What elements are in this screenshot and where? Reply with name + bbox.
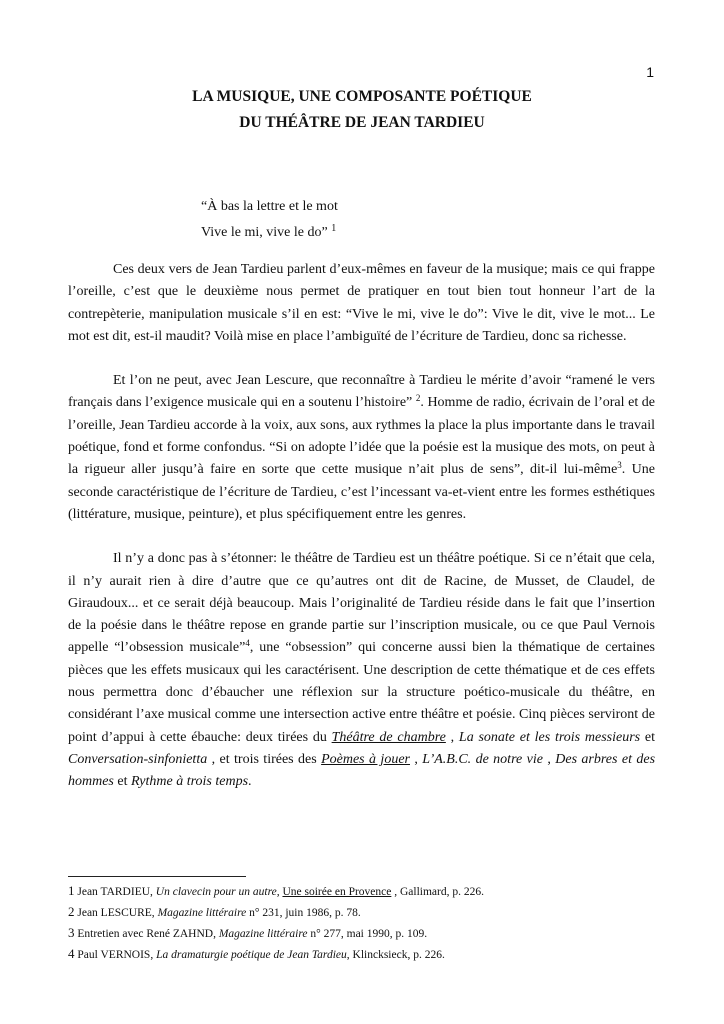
- work-title-conversation-sinfonietta: Conversation-sinfonietta: [68, 751, 208, 767]
- footnote-ref-3[interactable]: 3: [617, 460, 622, 471]
- footnote-ref-1[interactable]: 1: [331, 223, 337, 234]
- work-title-abc-de-notre-vie: L’A.B.C. de notre vie: [422, 751, 543, 767]
- footnote-details: , Gallimard, p. 226.: [391, 886, 484, 898]
- epigraph: [201, 196, 338, 244]
- work-title-rythme-a-trois-temps: Rythme à trois temps: [131, 774, 249, 790]
- separator: et: [113, 774, 131, 790]
- footnote-number: 4: [68, 946, 75, 961]
- paragraph-1: Ces deux vers de Jean Tardieu parlent d’eux-mêmes en faveur de la musique; mais ce qui frappe l’oreille, c’est que le deuxième nous permet de pratiquer en tout bien tout honneur l’art de la contrepèterie, manipulation musicale s’il en est: “Vive le mi, vive le do”: Vive le dit, vive le mot... Le mot est dit, est-il maudit? Voilà mise en place l’ambiguïté de l’écriture de Tardieu, donc sa richesse.: [68, 262, 655, 344]
- separator: .: [248, 774, 252, 790]
- paragraph-2-text-b: . Homme de radio, écrivain de l’oral et de l’oreille, Jean Tardieu accorde à la voix, aux sons, aux rythmes la place la plus importante dans le travail poétique, fond et forme confondus. “Si on adopte l’idée que la poésie est la musique des mots, on peut à la rigueur aller jusqu’à faire en sorte que cette musique n’ait plus de sens”, dit-il lui-même: [68, 395, 655, 478]
- footnote-title: Magazine littéraire: [157, 907, 247, 919]
- footnote-ref-2[interactable]: 2: [415, 393, 421, 404]
- footnote-number: 2: [68, 904, 75, 919]
- title-line-2: DU THÉÂTRE DE JEAN TARDIEU: [239, 114, 485, 131]
- separator: ,: [445, 729, 459, 745]
- work-title-des-arbres: Des arbres et des hommes: [68, 751, 656, 790]
- work-title-la-sonate: La sonate et les trois messieurs: [458, 729, 641, 745]
- separator: et: [640, 729, 655, 745]
- footnote-1: [68, 881, 668, 902]
- footnote-title: La dramaturgie poétique de Jean Tardieu: [156, 949, 347, 961]
- footnote-author: Entretien avec René ZAHND,: [77, 928, 219, 940]
- footnote-details: , Klincksieck, p. 226.: [346, 949, 445, 961]
- separator: ,: [542, 751, 556, 767]
- epigraph-line-2-text: Vive le mi, vive le do”: [201, 225, 328, 240]
- footnote-title: Un clavecin pour un autre,: [155, 886, 283, 898]
- footnotes: [68, 881, 668, 965]
- epigraph-line-1: “À bas la lettre et le mot: [201, 199, 338, 214]
- footnote-details: n° 231, juin 1986, p. 78.: [246, 907, 361, 919]
- footnote-number: 1: [68, 883, 75, 898]
- footnote-2: [68, 902, 668, 923]
- footnote-author: Jean TARDIEU,: [77, 886, 156, 898]
- footnote-divider: [68, 876, 246, 877]
- paragraph-3-text-a: Il n’y a donc pas à s’étonner: le théâtre de Tardieu est un théâtre poétique. Si ce n’était que cela, il n’y aurait rien à dire d’autre que ce qu’autres ont dit de Racine, de Musset, de Claudel, de Giraudoux... et ce serait déjà beaucoup. Mais l’originalité de Tardieu réside dans le fait que l’insertion de la poésie dans le théâtre repose en grande partie sur l’inscription musicale, ou ce que Paul Vernois appelle “l’obsession musicale”: [68, 551, 655, 656]
- footnote-ref-4[interactable]: 4: [245, 638, 250, 649]
- work-title-theatre-de-chambre: Théâtre de chambre: [331, 729, 446, 745]
- work-title-poemes-a-jouer: Poèmes à jouer: [321, 751, 410, 767]
- footnote-details: n° 277, mai 1990, p. 109.: [307, 928, 428, 940]
- paragraph-3-text-b: , une “obsession” qui concerne aussi bien la thématique de certaines pièces que les effets musicaux qui les caractérisent. Une description de cette thématique et de ces effets nous permettra donc d’ébaucher une réflexion sur la structure poético-musicale du théâtre, en considérant l’axe musical comme une intersection active entre théâtre et poésie. Cinq pièces serviront de point d’appui à cette ébauche: deux tirées du: [68, 640, 656, 745]
- separator: , et trois tirées des: [207, 751, 322, 767]
- footnote-author: Jean LESCURE,: [77, 907, 158, 919]
- footnote-3: [68, 923, 668, 944]
- footnote-number: 3: [68, 925, 75, 940]
- footnote-title: Magazine littéraire: [218, 928, 308, 940]
- footnote-author: Paul VERNOIS,: [77, 949, 157, 961]
- page-title: [0, 84, 724, 136]
- page-number: 1: [646, 64, 654, 80]
- paragraph-2-text-c: . Une seconde caractéristique de l’écriture de Tardieu, c’est l’incessant va-et-vient entre les formes esthétiques (littérature, musique, peinture), et plus spécifiquement entre les genres.: [68, 462, 655, 522]
- footnote-4: [68, 944, 668, 965]
- body-text: [68, 259, 655, 816]
- paragraph-2-text-a: Et l’on ne peut, avec Jean Lescure, que reconnaître à Tardieu le mérite d’avoir “ramené le vers français dans l’exigence musicale qui en a soutenu l’histoire”: [68, 373, 655, 411]
- separator: ,: [409, 751, 423, 767]
- title-line-1: LA MUSIQUE, UNE COMPOSANTE POÉTIQUE: [192, 88, 532, 105]
- epigraph-line-2: [201, 218, 338, 244]
- footnote-subtitle: Une soirée en Provence: [282, 886, 392, 898]
- paragraph-3: [68, 548, 655, 793]
- paragraph-2: [68, 370, 655, 526]
